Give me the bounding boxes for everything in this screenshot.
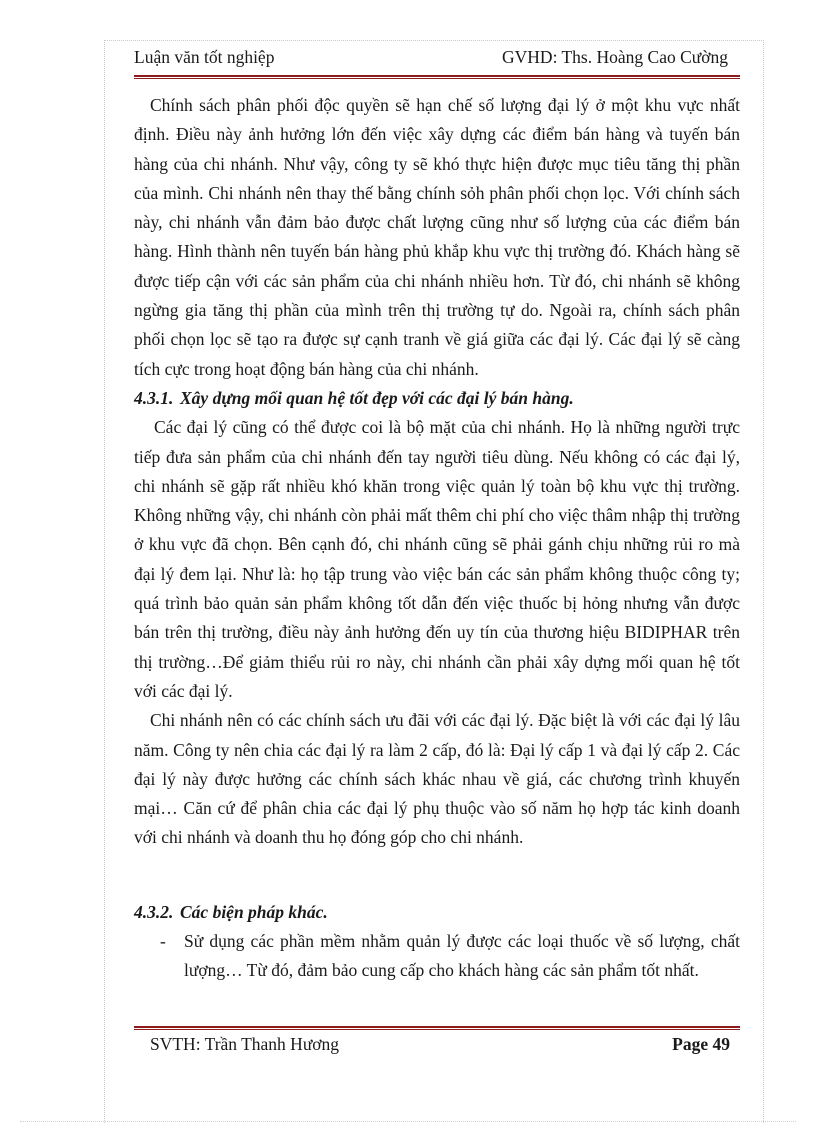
list-item-text: Sử dụng các phần mềm nhằm quản lý được các loại thuốc về số lượng, chất lượng… Từ đó, đảm bảo cung cấp cho khách hàng các sản phẩm tốt nhất. [184, 931, 740, 981]
header-thesis-label: Luận văn tốt nghiệp [134, 47, 275, 67]
page-bottom-edge [20, 1121, 796, 1122]
section-title: Xây dựng mối quan hệ tốt đẹp với các đại lý bán hàng. [180, 387, 574, 408]
header-rule [134, 75, 740, 79]
paragraph-agents-role: Các đại lý cũng có thể được coi là bộ mặt của chi nhánh. Họ là những người trực tiếp đưa sản phẩm của chi nhánh đến tay người tiêu dùng. Nếu không có các đại lý, chi nhánh sẽ gặp rất nhiều khó khăn trong việc quản lý toàn bộ khu vực thị trường. Không những vậy, chi nhánh còn phải mất thêm chi phí cho việc thâm nhập thị trường ở khu vực đã chọn. Bên cạnh đó, chi nhánh cũng sẽ phải gánh chịu những rủi ro mà đại lý đem lại. Như là: họ tập trung vào việc bán các sản phẩm không thuộc công ty; quá trình bảo quản sản phẩm không tốt dẫn đến việc thuốc bị hỏng nhưng vẫn được bán trên thị trường, điều này ảnh hưởng đến uy tín của thương hiệu BIDIPHAR trên thị trường…Để giảm thiểu rủi ro này, chi nhánh cần phải xây dựng mối quan hệ tốt với các đại lý. [134, 417, 740, 701]
section-title: Các biện pháp khác. [180, 901, 328, 922]
header-advisor: GVHD: Ths. Hoàng Cao Cường [502, 47, 728, 67]
list-item [134, 927, 740, 986]
section-heading-4-3-2 [134, 898, 740, 927]
footer-author: SVTH: Trần Thanh Hương [150, 1034, 340, 1054]
bullet-dash: - [160, 931, 166, 952]
page-header [134, 47, 728, 73]
paragraph-distribution-policy: Chính sách phân phối độc quyền sẽ hạn chế số lượng đại lý ở một khu vực nhất định. Điều này ảnh hưởng lớn đến việc xây dựng các điểm bán hàng và tuyến bán hàng của chi nhánh. Như vậy, công ty sẽ khó thực hiện được mục tiêu tăng thị phần của mình. Chi nhánh nên thay thế bằng chính sỏh phân phối chọn lọc. Với chính sách này, chi nhánh vẫn đảm bảo được chất lượng cũng như số lượng của các điểm bán hàng. Hình thành nên tuyến bán hàng phủ khắp khu vực thị trường đó. Khách hàng sẽ được tiếp cận với các sản phẩm của chi nhánh nhiều hơn. Từ đó, chi nhánh sẽ không ngừng gia tăng thị phần của mình trên thị trường tự do. Ngoài ra, chính sách phân phối chọn lọc sẽ tạo ra được sự cạnh tranh về giá giữa các đại lý. Các đại lý sẽ càng tích cực trong hoạt động bán hàng của chi nhánh. [134, 95, 740, 379]
section-number: 4.3.2. [134, 901, 174, 922]
paragraph-agent-incentives: Chi nhánh nên có các chính sách ưu đãi với các đại lý. Đặc biệt là với các đại lý lâu năm. Công ty nên chia các đại lý ra làm 2 cấp, đó là: Đại lý cấp 1 và đại lý cấp 2. Các đại lý này được hưởng các chính sách khác nhau về giá, các chương trình khuyến mại… Căn cứ để phân chia các đại lý phụ thuộc vào số năm họ hợp tác kinh doanh với chi nhánh và doanh thu họ đóng góp cho chi nhánh. [134, 710, 740, 848]
section-number: 4.3.1. [134, 387, 174, 408]
page-body [134, 91, 740, 986]
section-heading-4-3-1 [134, 384, 740, 413]
footer-rule [134, 1026, 740, 1030]
page-number: Page 49 [672, 1034, 730, 1054]
